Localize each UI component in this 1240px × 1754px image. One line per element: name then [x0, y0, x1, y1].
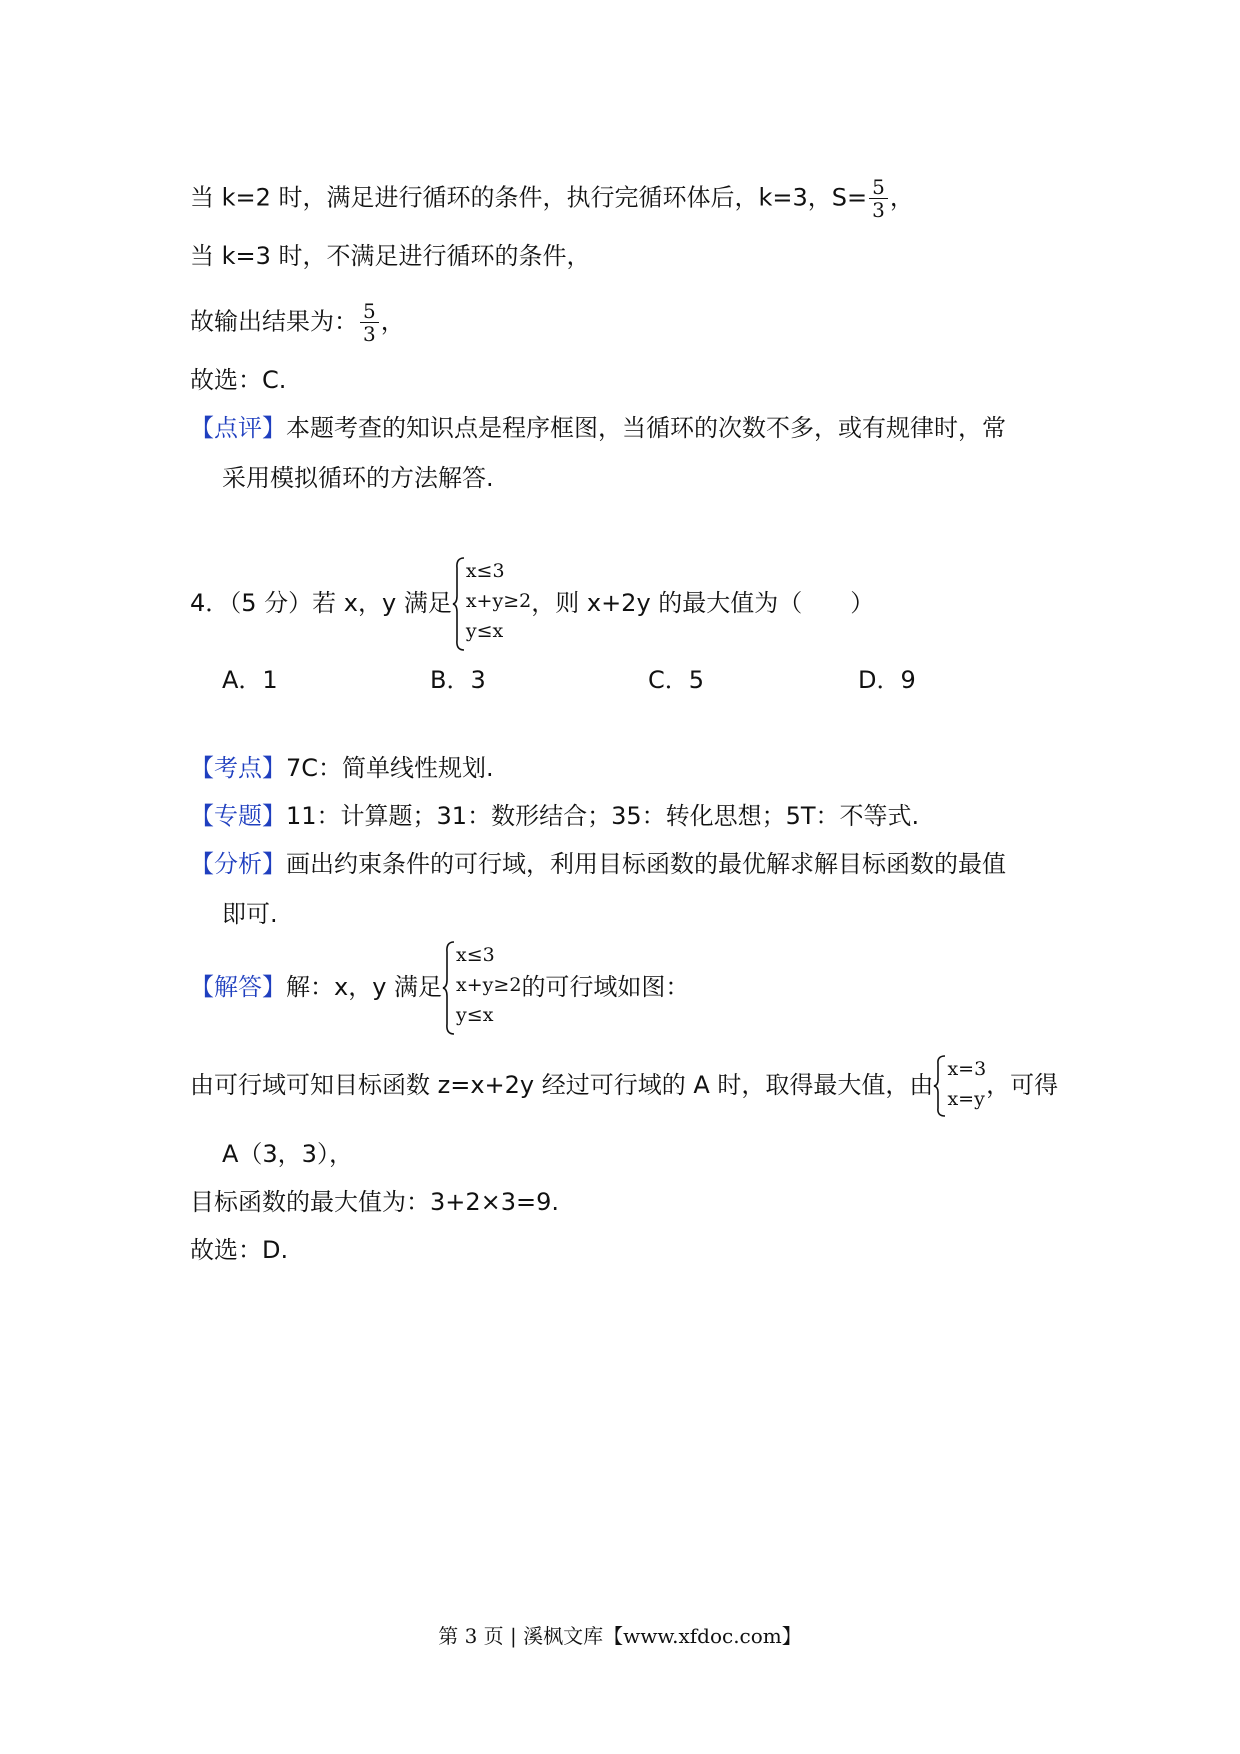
- fenxi-continued: 即可.: [222, 900, 278, 928]
- constraint-row: x≤3: [465, 560, 505, 582]
- answer-d-line: 故选：D.: [190, 1236, 289, 1264]
- equation-row: x=3: [947, 1058, 987, 1080]
- left-brace-icon: [442, 940, 456, 1036]
- answer-c-line: 故选：C.: [190, 366, 287, 394]
- solution-line-k2: 当 k=2 时，满足进行循环的条件，执行完循环体后，k=3，S= $\frac{5}{3}$ ，: [190, 175, 914, 222]
- constraint-row: y≤x: [465, 620, 504, 642]
- max-value-line: 目标函数的最大值为：3+2×3=9.: [190, 1188, 560, 1216]
- constraint-system: [452, 556, 531, 652]
- point-a-line: A（3，3），: [222, 1140, 353, 1168]
- question-4: 4．（5 分）若 x，y 满足 x≤3 x+y≥2 y≤x ，则 x+2y 的最大值为（ ）: [190, 556, 874, 652]
- review-continued: 采用模拟循环的方法解答.: [222, 464, 494, 492]
- constraint-row: x+y≥2: [456, 974, 522, 996]
- jieda-line: 【解答】解：x，y 满足 x≤3 x+y≥2 y≤x 的可行域如图：: [190, 940, 689, 1036]
- kaodian-line: 【考点】7C：简单线性规划.: [190, 754, 494, 782]
- fenxi-tag: 【分析】: [190, 850, 286, 878]
- fraction-five-thirds: $\frac{5}{3}$: [869, 176, 888, 221]
- equation-system: [933, 1054, 986, 1118]
- fraction-five-thirds: $\frac{5}{3}$: [360, 300, 379, 345]
- zhuanti-tag: 【专题】: [190, 802, 286, 830]
- jieda-tag: 【解答】: [190, 973, 286, 1001]
- constraint-row: y≤x: [456, 1004, 494, 1026]
- constraint-system: [442, 940, 521, 1036]
- constraint-row: x+y≥2: [465, 590, 532, 612]
- constraint-row: x≤3: [456, 944, 495, 966]
- kaodian-tag: 【考点】: [190, 754, 286, 782]
- review-tag: 【点评】: [190, 414, 286, 442]
- max-point-line: 由可行域可知目标函数 z=x+2y 经过可行域的 A 时，取得最大值，由 x=3 x=y ，可得: [190, 1054, 1058, 1118]
- fenxi-line: 【分析】画出约束条件的可行域，利用目标函数的最优解求解目标函数的最值: [190, 850, 1006, 878]
- output-result-line: 故输出结果为： $\frac{5}{3}$ ，: [190, 299, 405, 346]
- left-brace-icon: [933, 1054, 947, 1118]
- option-b: B．3: [430, 666, 486, 694]
- page-footer: 第 3 页 | 溪枫文库【www.xfdoc.com】: [438, 1624, 802, 1648]
- equation-row: x=y: [947, 1088, 985, 1110]
- left-brace-icon: [452, 556, 466, 652]
- solution-line-k3: 当 k=3 时，不满足进行循环的条件，: [190, 242, 591, 270]
- review-line: 【点评】本题考查的知识点是程序框图，当循环的次数不多，或有规律时，常: [190, 414, 1006, 442]
- line-text: 当 k=2 时，满足进行循环的条件，执行完循环体后，k=3，S=: [190, 183, 868, 212]
- option-d: D．9: [858, 666, 916, 694]
- option-a: A．1: [222, 666, 278, 694]
- zhuanti-line: 【专题】11：计算题；31：数形结合；35：转化思想；5T：不等式.: [190, 802, 920, 830]
- option-c: C．5: [648, 666, 705, 694]
